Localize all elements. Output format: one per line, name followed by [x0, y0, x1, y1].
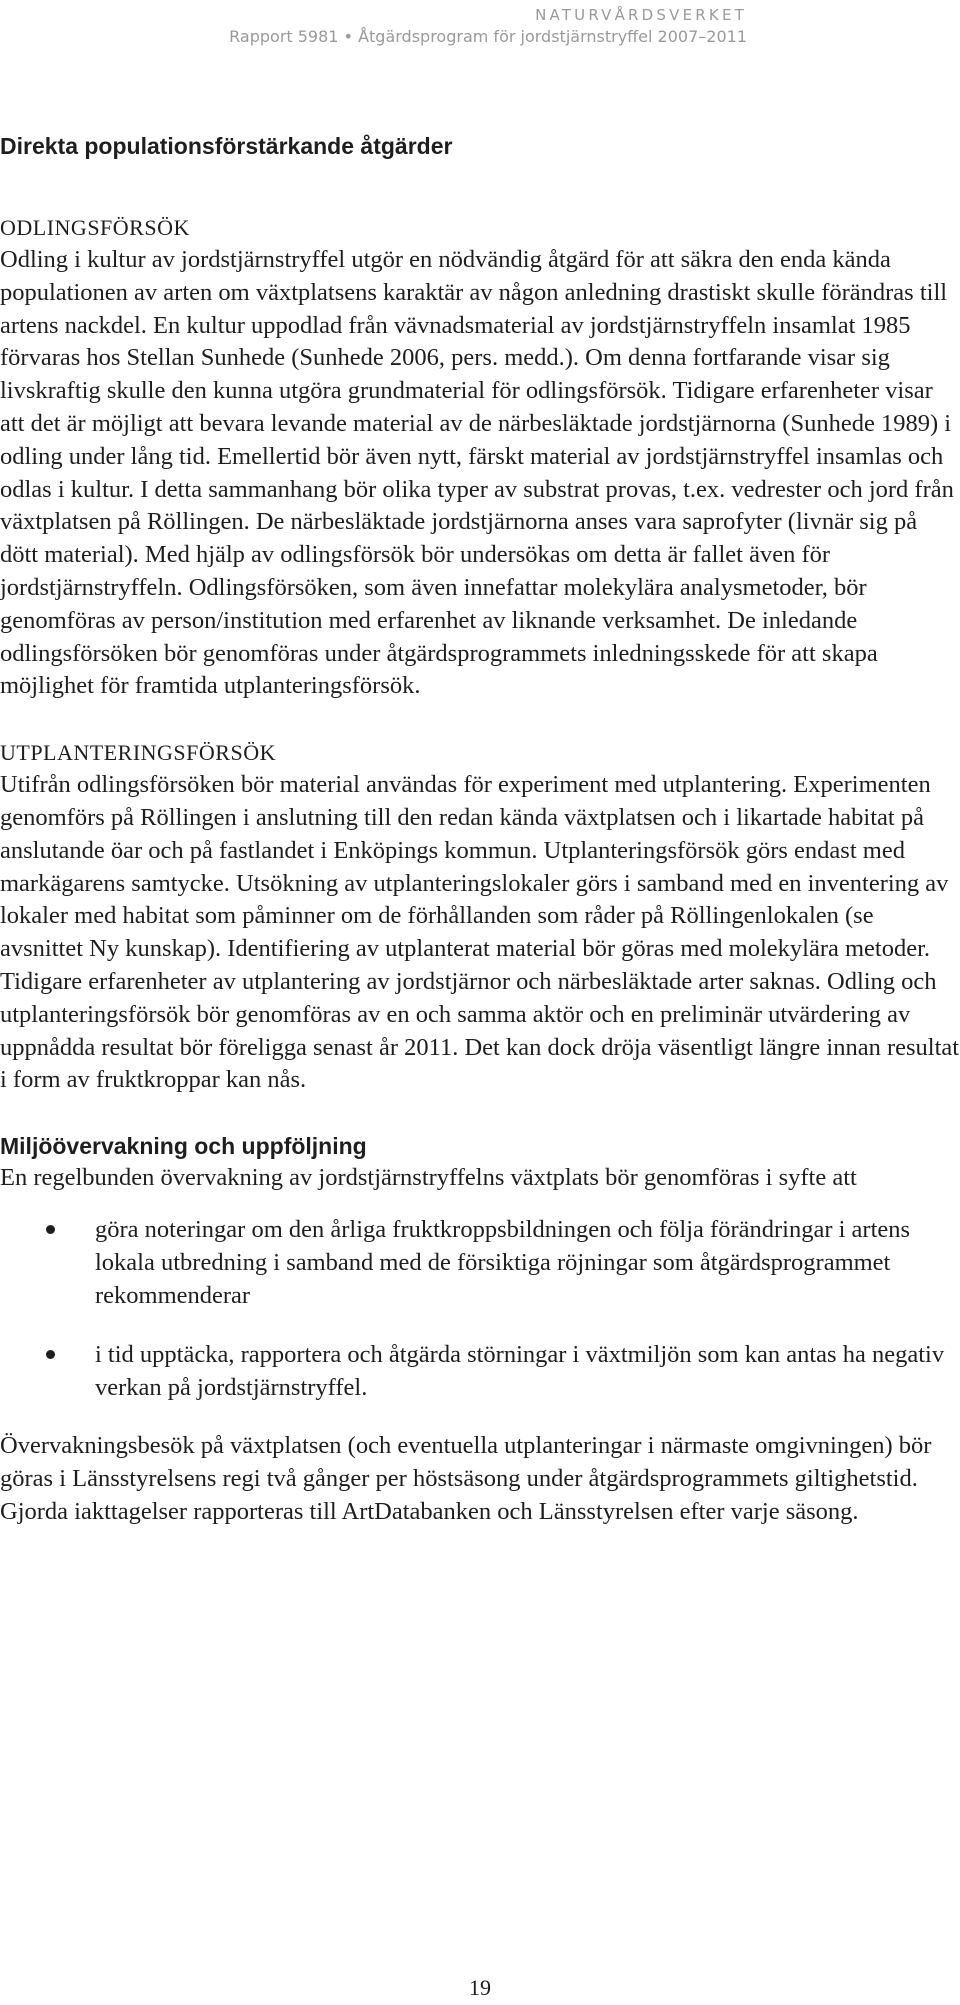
- paragraph-miljo-intro: En regelbunden övervakning av jordstjärnstryffelns växtplats bör genomföras i syfte att: [0, 1164, 857, 1192]
- bullet-icon: [46, 1225, 55, 1234]
- paragraph-overvakningsbesok: Övervakningsbesök på växtplatsen (och eventuella utplanteringar i närmaste omgivningen) bör göras i Länsstyrelsens regi två gånger per höstsäsong under åtgärdsprogrammets giltighetstid. Gjorda iakttagelser rapporteras till ArtDatabanken och Länsstyrelsen efter varje säsong.: [0, 1431, 932, 1525]
- report-title: Rapport 5981 • Åtgärdsprogram för jordstjärnstryffel 2007–2011: [229, 27, 747, 46]
- subheading-utplanteringsforsok: UTPLANTERINGSFÖRSÖK: [0, 740, 276, 766]
- page-number: 19: [469, 1975, 491, 2000]
- section-heading-direkta: Direkta populationsförstärkande åtgärder: [0, 133, 453, 159]
- paragraph-odlingsforsok: Odling i kultur av jordstjärnstryffel utgör en nödvändig åtgärd för att säkra den enda kända populationen av arten om växtplatsens karaktär av någon anledning drastiskt skulle förändras till artens nackdel. En kultur uppodlad från vävnadsmaterial av jordstjärnstryffeln insamlat 1985 förvaras hos Stellan Sunhede (Sunhede 2006, pers. medd.). Om denna fortfarande visar sig livskraftig skulle den kunna utgöra grundmaterial för odlingsförsök. Tidigare erfarenheter visar att det är möjligt att bevara levande material av de närbesläktade jordstjärnorna (Sunhede 1989) i odling under lång tid. Emellertid bör även nytt, färskt material av jordstjärnstryffel insamlas och odlas i kultur. I detta sammanhang bör olika typer av substrat provas, t.ex. vedrester och jord från växtplatsen på Röllingen. De närbesläktade jordstjärnorna anses vara saprofyter (livnär sig på dött material). Med hjälp av odlingsförsök bör undersökas om detta är fallet även för jordstjärnstryffeln. Odlingsförsöken, som även innefattar molekylära analysmetoder, bör genomföras av person/institution med erfarenhet av liknande verksamhet. De inledande odlingsförsöken bör genomföras under åtgärdsprogrammets inledningsskede för att skapa möjlighet för framtida utplanteringsförsök.: [0, 246, 954, 700]
- running-header: [229, 4, 747, 48]
- page-content: [0, 130, 960, 1528]
- list-item-text: göra noteringar om den årliga fruktkroppsbildningen och följa förändringar i artens lokala utbredning i samband med de försiktiga röjningar som åtgärdsprogrammet rekommenderar: [95, 1215, 911, 1309]
- section-heading-miljoovervakning: Miljöövervakning och uppföljning: [0, 1133, 367, 1160]
- paragraph-utplanteringsforsok: Utifrån odlingsförsöken bör material användas för experiment med utplantering. Experimenten genomförs på Röllingen i anslutning till den redan kända växtplatsen och i likartade habitat på anslutande öar och på fastlandet i Enköpings kommun. Utplanteringsförsök görs endast med markägarens samtycke. Utsökning av utplanteringslokaler görs i samband med en inventering av lokaler med habitat som påminner om de förhållanden som råder på Röllingenlokalen (se avsnittet Ny kunskap). Identifiering av utplanterat material bör göras med molekylära metoder. Tidigare erfarenheter av utplantering av jordstjärnor och närbesläktade arter saknas. Odling och utplanteringsförsök bör genomföras av en och samma aktör och en preliminär utvärdering av uppnådda resultat bör föreligga senast år 2011. Det kan dock dröja väsentligt längre innan resultat i form av fruktkroppar kan nås.: [0, 771, 960, 1094]
- subheading-odlingsforsok: ODLINGSFÖRSÖK: [0, 215, 190, 240]
- bullet-icon: [46, 1350, 55, 1359]
- list-item: [0, 1338, 960, 1404]
- bullet-list: [0, 1213, 960, 1404]
- agency-name: NATURVÅRDSVERKET: [535, 6, 747, 24]
- list-item-text: i tid upptäcka, rapportera och åtgärda störningar i växtmiljön som kan antas ha negativ verkan på jordstjärnstryffel.: [95, 1340, 945, 1401]
- list-item: [0, 1213, 960, 1312]
